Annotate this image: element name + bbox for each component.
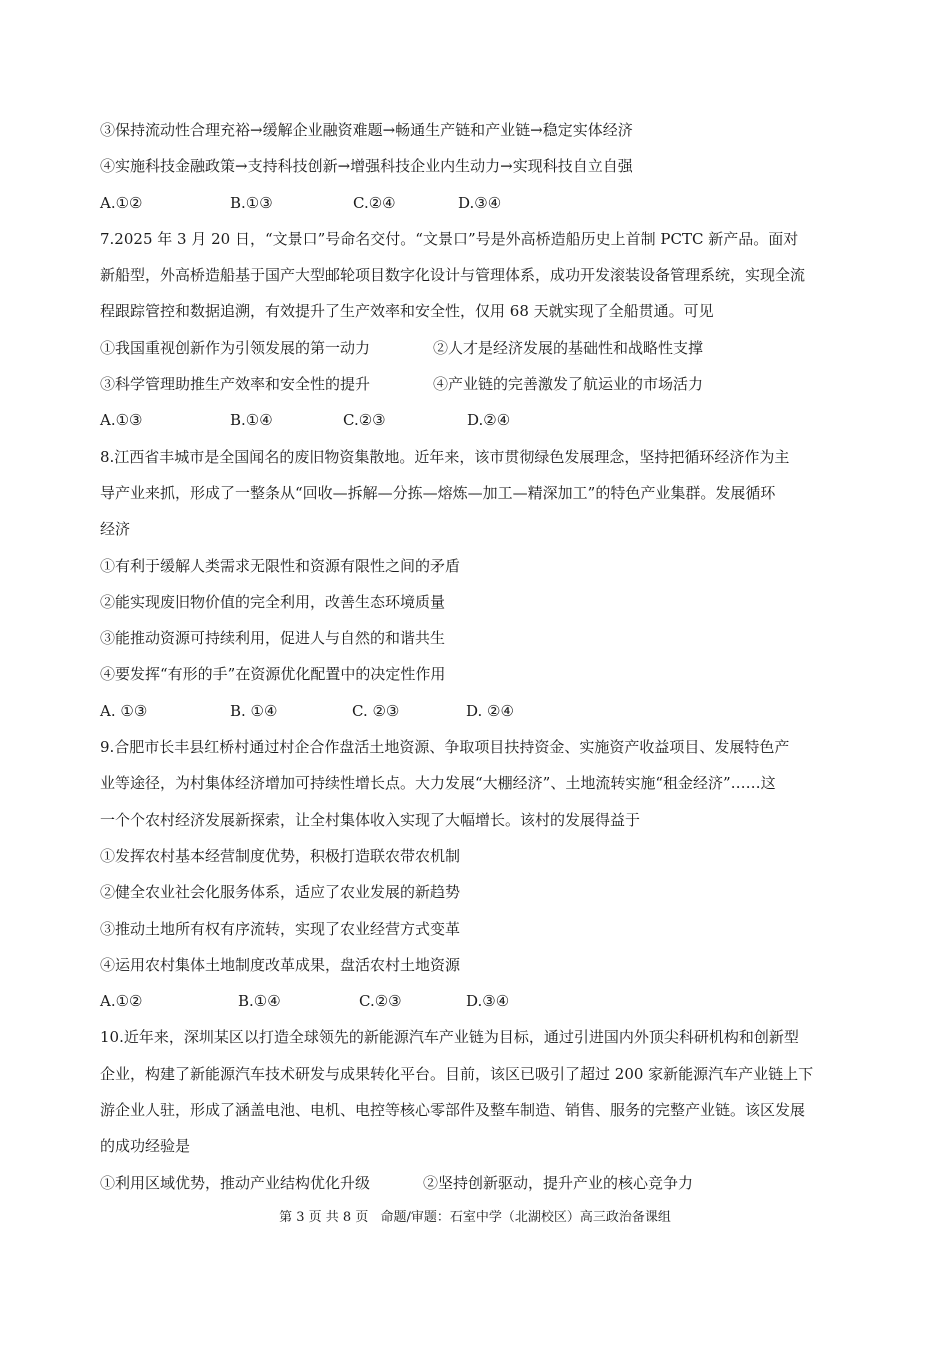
q7-option-4: ④产业链的完善激发了航运业的市场活力 xyxy=(433,375,704,394)
q8-choice-b: B. ①④ xyxy=(230,701,278,720)
exam-page xyxy=(100,112,860,1201)
q6-choice-b: B.①③ xyxy=(230,193,273,212)
q6-choice-a: A.①② xyxy=(100,193,143,212)
q8-option-3: ③能推动资源可持续利用，促进人与自然的和谐共生 xyxy=(100,629,446,648)
q8-stem-line-2: 导产业来抓，形成了一整条从“回收—拆解—分拣—熔炼—加工—精深加工”的特色产业集群。发展循环 xyxy=(100,483,776,502)
q10-option-1: ①利用区域优势，推动产业结构优化升级 xyxy=(100,1173,371,1192)
q9-stem-line-3: 一个个农村经济发展新探索，让全村集体收入实现了大幅增长。该村的发展得益于 xyxy=(100,810,641,829)
q9-choices xyxy=(100,983,860,1019)
q8-stem-line-1: 8.江西省丰城市是全国闻名的废旧物资集散地。近年来，该市贯彻绿色发展理念，坚持把循环经济作为主 xyxy=(100,447,790,466)
q6-option-4: ④实施科技金融政策→支持科技创新→增强科技企业内生动力→实现科技自立自强 xyxy=(100,157,633,176)
q7-choice-c: C.②③ xyxy=(343,411,386,430)
q8-choice-c: C. ②③ xyxy=(352,701,400,720)
q7-option-2: ②人才是经济发展的基础性和战略性支撑 xyxy=(433,338,704,357)
q6-choice-c: C.②④ xyxy=(353,193,396,212)
q10-stem-line-4: 的成功经验是 xyxy=(100,1137,191,1156)
footer-page-info: 第 3 页 共 8 页 xyxy=(279,1210,369,1225)
q10-stem-line-2: 企业，构建了新能源汽车技术研发与成果转化平台。目前，该区已吸引了超过 200 家新能源汽车产业链上下 xyxy=(100,1064,814,1083)
q9-choice-b: B.①④ xyxy=(238,992,281,1011)
q7-choice-b: B.①④ xyxy=(230,411,273,430)
q10-stem-line-3: 游企业人驻，形成了涵盖电池、电机、电控等核心零部件及整车制造、销售、服务的完整产业链。该区发展 xyxy=(100,1101,806,1120)
q7-stem-line-2: 新船型，外高桥造船基于国产大型邮轮项目数字化设计与管理体系，成功开发滚装设备管理系统，实现全流 xyxy=(100,266,806,285)
q8-option-4: ④要发挥“有形的手”在资源优化配置中的决定性作用 xyxy=(100,665,446,684)
q9-choice-a: A.①② xyxy=(100,992,143,1011)
q7-options-row-1 xyxy=(100,330,860,366)
q7-option-1: ①我国重视创新作为引领发展的第一动力 xyxy=(100,338,371,357)
q9-stem-line-2: 业等途径，为村集体经济增加可持续性增长点。大力发展“大棚经济”、土地流转实施“租金经济”……这 xyxy=(100,774,776,793)
q9-choice-c: C.②③ xyxy=(359,992,402,1011)
q8-choices xyxy=(100,693,860,729)
q7-choices xyxy=(100,402,860,438)
q8-option-1: ①有利于缓解人类需求无限性和资源有限性之间的矛盾 xyxy=(100,556,461,575)
q6-option-3: ③保持流动性合理充裕→缓解企业融资难题→畅通生产链和产业链→稳定实体经济 xyxy=(100,121,633,139)
q7-options-row-2 xyxy=(100,366,860,402)
q10-options-row-1 xyxy=(100,1165,860,1201)
q10-stem-line-1: 10.近年来，深圳某区以打造全球领先的新能源汽车产业链为目标，通过引进国内外顶尖科研机构和创新型 xyxy=(100,1028,799,1047)
q7-stem-line-3: 程跟踪管控和数据追溯，有效提升了生产效率和安全性，仅用 68 天就实现了全船贯通。可见 xyxy=(100,302,714,321)
q7-choice-d: D.②④ xyxy=(467,411,511,430)
q6-choices xyxy=(100,185,860,221)
q9-stem-line-1: 9.合肥市长丰县红桥村通过村企合作盘活土地资源、争取项目扶持资金、实施资产收益项目、发展特色产 xyxy=(100,738,790,757)
q7-choice-a: A.①③ xyxy=(100,411,143,430)
page-footer xyxy=(0,1206,950,1225)
q10-option-2: ②坚持创新驱动，提升产业的核心竞争力 xyxy=(423,1173,694,1192)
q8-stem-line-3: 经济 xyxy=(100,520,131,539)
q9-option-3: ③推动土地所有权有序流转，实现了农业经营方式变革 xyxy=(100,919,461,938)
q8-choice-a: A. ①③ xyxy=(100,701,148,720)
q9-option-4: ④运用农村集体土地制度改革成果，盘活农村土地资源 xyxy=(100,955,461,974)
q8-choice-d: D. ②④ xyxy=(466,701,514,720)
footer-author: 命题/审题：石室中学（北湖校区）高三政治备课组 xyxy=(380,1210,671,1225)
q8-option-2: ②能实现废旧物价值的完全利用，改善生态环境质量 xyxy=(100,592,446,611)
q7-option-3: ③科学管理助推生产效率和安全性的提升 xyxy=(100,375,371,394)
q9-choice-d: D.③④ xyxy=(466,992,510,1011)
q9-option-2: ②健全农业社会化服务体系，适应了农业发展的新趋势 xyxy=(100,883,461,902)
q7-stem-line-1: 7.2025 年 3 月 20 日，“文景口”号命名交付。“文景口”号是外高桥造船历史上首制 PCTC 新产品。面对 xyxy=(100,229,799,248)
q9-option-1: ①发挥农村基本经营制度优势，积极打造联农带农机制 xyxy=(100,846,461,865)
q6-choice-d: D.③④ xyxy=(458,193,502,212)
